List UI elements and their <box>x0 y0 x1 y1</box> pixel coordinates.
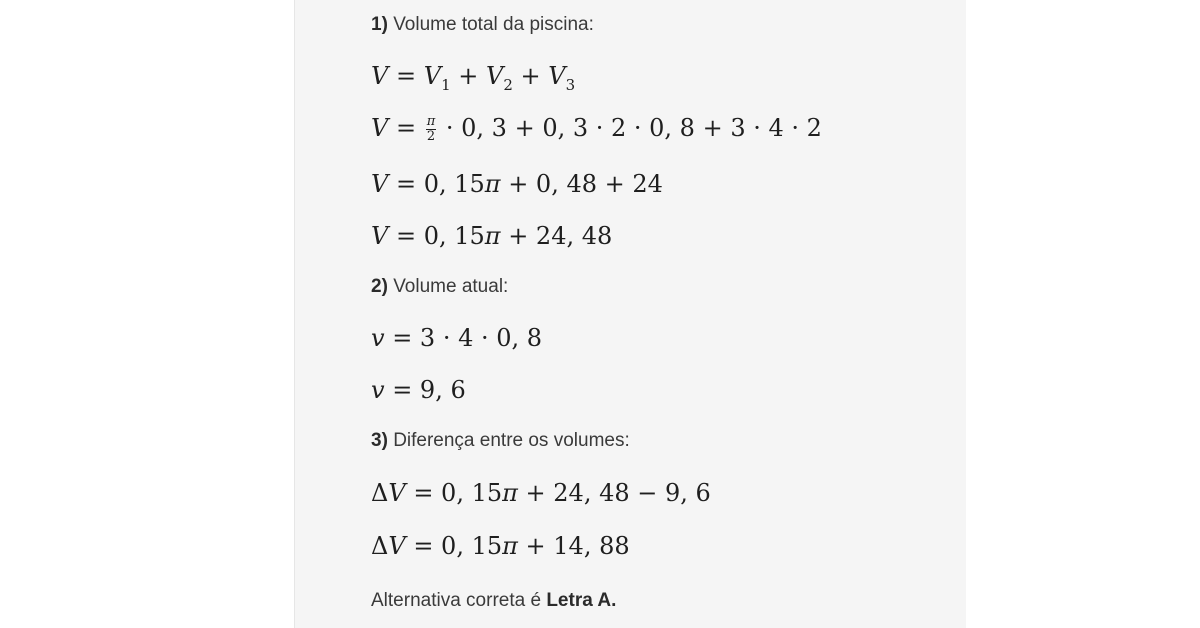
equation-1-2 <box>371 114 822 144</box>
equation-3-1 <box>371 479 711 507</box>
section-1-number: 1) <box>371 14 388 35</box>
fraction-pi-over-2: $\frac{\pi}{2}$ <box>426 114 436 144</box>
section-1-title: Volume total da piscina: <box>393 14 594 35</box>
conclusion <box>371 590 616 612</box>
equation-2-1 <box>371 324 542 352</box>
equation-2-2 <box>371 376 466 404</box>
conclusion-answer: Letra A. <box>546 590 617 611</box>
section-1-heading <box>371 14 594 36</box>
equation-3-2-text: ΔV = 0, 15π + 14, 88 <box>371 532 630 560</box>
equation-1-3 <box>371 170 663 198</box>
equation-1-4-text: V = 0, 15π + 24, 48 <box>371 222 613 250</box>
equation-1-3-text: V = 0, 15π + 0, 48 + 24 <box>371 170 663 198</box>
equation-3-1-text: ΔV = 0, 15π + 24, 48 − 9, 6 <box>371 479 711 507</box>
equation-1-2-text: V = $\frac{\pi}{2}$ · 0, 3 + 0, 3 · 2 · 0, 8 + 3 · 4 · 2 <box>371 114 822 144</box>
equation-1-1 <box>371 62 575 94</box>
section-2-number: 2) <box>371 276 388 297</box>
section-3-heading <box>371 430 630 452</box>
equation-2-2-text: v = 9, 6 <box>371 376 466 404</box>
equation-2-1-text: v = 3 · 4 · 0, 8 <box>371 324 543 352</box>
section-3-title: Diferença entre os volumes: <box>393 430 630 451</box>
equation-3-2 <box>371 532 630 560</box>
equation-1-1-text: $V = V_1 + V_2 + V_3$ <box>371 62 576 94</box>
equation-1-4 <box>371 222 612 250</box>
section-2-heading <box>371 276 508 298</box>
conclusion-prefix: Alternativa correta é <box>371 590 542 611</box>
section-2-title: Volume atual: <box>393 276 509 297</box>
section-3-number: 3) <box>371 430 388 451</box>
